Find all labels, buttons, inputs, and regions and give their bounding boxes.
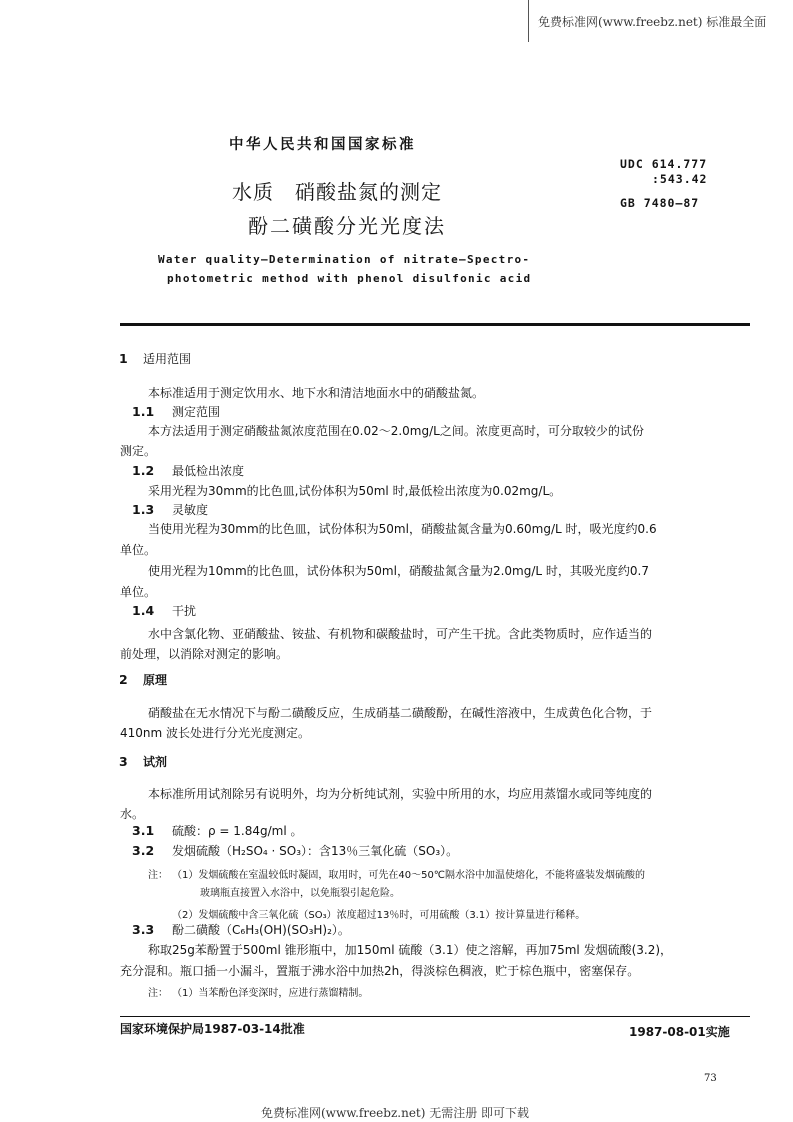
note-1: （1）发烟硫酸在室温较低时凝固，取用时，可先在40～50℃隔水浴中加温使熔化，不能将盛装发烟硫酸的 <box>172 870 646 881</box>
english-title-line2: photometric method with phenol disulfonic acid <box>167 272 532 285</box>
clause-3-2-text: 发烟硫酸（H₂SO₄ · SO₃）：含13％三氧化硫（SO₃）。 <box>172 844 459 858</box>
note-3-label: 注： <box>148 988 168 999</box>
page-number: 73 <box>704 1073 717 1084</box>
clause-1-2-title: 最低检出浓度 <box>172 464 245 478</box>
clause-1-4-text: 水中含氯化物、亚硝酸盐、铵盐、有机物和碳酸盐时，可产生干扰。含此类物质时，应作适当的 <box>148 627 653 641</box>
section-2-number: 2 <box>119 672 128 687</box>
clause-1-1-text-cont: 测定。 <box>120 444 157 458</box>
section-3-number: 3 <box>119 754 128 769</box>
watermark-bottom: 免费标准网(www.freebz.net) 无需注册 即可下载 <box>261 1106 530 1120</box>
note-3: （1）当苯酚色泽变深时，应进行蒸馏精制。 <box>172 988 369 999</box>
clause-1-3-text-1-cont: 单位。 <box>120 543 157 557</box>
english-title-line1: Water quality—Determination of nitrate—Spectro- <box>158 253 531 266</box>
udc-code-line1: UDC 614.777 <box>620 157 708 171</box>
clause-1-3-text-2: 使用光程为10mm的比色皿，试份体积为50ml，硝酸盐氮含量为2.0mg/L 时，其吸光度约0.7 <box>148 564 649 578</box>
section-2-text: 硝酸盐在无水情况下与酚二磺酸反应，生成硝基二磺酸酚，在碱性溶液中，生成黄色化合物，于 <box>148 706 653 720</box>
document-title-line2: 酚二磺酸分光光度法 <box>248 214 446 238</box>
udc-code-line2: :543.42 <box>652 172 708 186</box>
note-1-cont: 玻璃瓶直接置入水浴中，以免瓶裂引起危险。 <box>200 888 400 899</box>
clause-3-1-text: 硫酸：ρ = 1.84g/ml 。 <box>172 824 303 838</box>
approval-line: 国家环境保护局1987-03-14批准 <box>120 1022 305 1036</box>
clause-1-4-number: 1.4 <box>132 603 155 618</box>
watermark-top: 免费标准网(www.freebz.net) 标准最全面 <box>538 15 767 29</box>
clause-1-1-title: 测定范围 <box>172 405 221 419</box>
header-rule <box>120 323 750 326</box>
clause-1-4-text-cont: 前处理，以消除对测定的影响。 <box>120 647 289 661</box>
clause-3-3-prep: 称取25g苯酚置于500ml 锥形瓶中，加150ml 硫酸（3.1）使之溶解，再加75ml 发烟硫酸(3.2)， <box>148 943 673 957</box>
clause-1-1-text: 本方法适用于测定硝酸盐氮浓度范围在0.02～2.0mg/L之间。浓度更高时，可分取较少的试份 <box>148 424 644 438</box>
clause-1-1-number: 1.1 <box>132 404 155 419</box>
section-2-title: 原理 <box>143 673 168 687</box>
note-2: （2）发烟硫酸中含三氧化硫（SO₃）浓度超过13％时，可用硫酸（3.1）按计算量进行稀释。 <box>172 910 586 921</box>
clause-3-1-number: 3.1 <box>132 823 155 838</box>
clause-3-3-text: 酚二磺酸（C₆H₃(OH)(SO₃H)₂）。 <box>172 923 350 937</box>
section-1-title: 适用范围 <box>143 352 192 366</box>
clause-1-3-text-2-cont: 单位。 <box>120 585 157 599</box>
clause-1-3-title: 灵敏度 <box>172 503 209 517</box>
gb-number: GB 7480—87 <box>620 196 700 210</box>
section-3-text-cont: 水。 <box>120 807 145 821</box>
clause-3-3-prep-cont: 充分混和。瓶口插一小漏斗，置瓶于沸水浴中加热2h，得淡棕色稠液，贮于棕色瓶中，密塞保存。 <box>120 964 640 978</box>
issuer-heading: 中华人民共和国国家标准 <box>229 137 416 153</box>
section-2-text-cont: 410nm 波长处进行分光光度测定。 <box>120 726 311 740</box>
clause-1-2-text: 采用光程为30mm的比色皿,试份体积为50ml 时,最低检出浓度为0.02mg/L。 <box>148 484 562 498</box>
section-1-number: 1 <box>119 351 128 366</box>
note-label: 注： <box>148 870 168 881</box>
clause-1-3-number: 1.3 <box>132 502 155 517</box>
section-1-text: 本标准适用于测定饮用水、地下水和清洁地面水中的硝酸盐氮。 <box>148 386 485 400</box>
clause-1-3-text-1: 当使用光程为30mm的比色皿，试份体积为50ml，硝酸盐氮含量为0.60mg/L 时，吸光度约0.6 <box>148 522 657 536</box>
footer-rule <box>120 1016 750 1017</box>
watermark-top-edge <box>528 0 529 42</box>
clause-1-4-title: 干扰 <box>172 604 197 618</box>
clause-3-2-number: 3.2 <box>132 843 155 858</box>
effective-date: 1987-08-01实施 <box>629 1025 730 1039</box>
document-title-line1: 水质 硝酸盐氮的测定 <box>232 180 442 204</box>
section-3-title: 试剂 <box>143 755 168 769</box>
clause-3-3-number: 3.3 <box>132 922 155 937</box>
clause-1-2-number: 1.2 <box>132 463 155 478</box>
section-3-text: 本标准所用试剂除另有说明外，均为分析纯试剂，实验中所用的水，均应用蒸馏水或同等纯度的 <box>148 787 653 801</box>
